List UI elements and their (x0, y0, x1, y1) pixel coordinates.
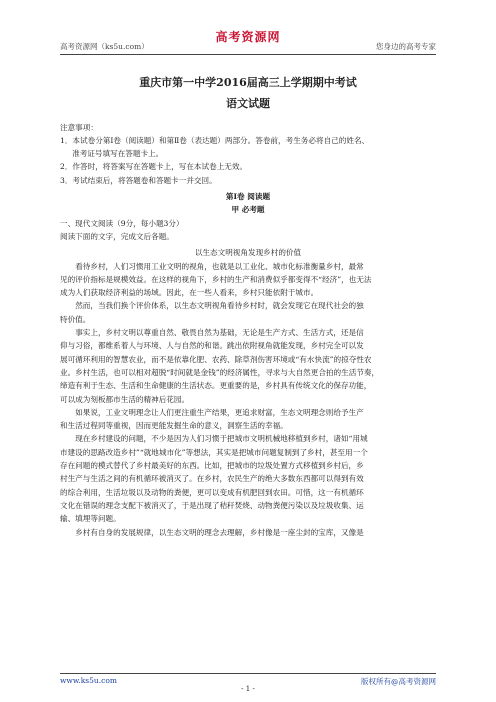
paragraph-line: 村生产与生活之间的有机循环被消灭了。在乡村，农民生产的绝大多数东西都可以得到有效 (60, 474, 364, 484)
paragraph-line: 输、填埋等问题。 (60, 514, 121, 524)
question-heading: 一、现代文阅读（9分，每小题3分） (60, 218, 184, 228)
footer-copyright: 版权所有@高考资源网 (361, 677, 436, 686)
exam-title: 重庆市第一中学2016届高三上学期期中考试 (139, 76, 357, 89)
article-paragraph (60, 432, 436, 525)
paragraph-line: 如果说，工业文明理念让人们更注重生产结果，更追求财富，生态文明理念则给予生产 (75, 407, 364, 417)
paragraph-line: 事实上，乡村文明以尊重自然、敬畏自然为基础，无论是生产方式、生活方式，还是信 (75, 328, 364, 338)
article-paragraph (60, 299, 436, 326)
paragraph-line: 看待乡村，人们习惯用工业文明的视角，也就是以工业化、城市化标准衡量乡村，最常 (75, 261, 364, 271)
paragraph-line: 的综合利用，生活垃圾以及动物的粪便，更可以变成有机肥回到农田。可惜，这一有机循环 (60, 487, 364, 497)
paragraph-line: 特价值。 (60, 314, 91, 324)
notice-heading: 注意事项： (60, 122, 98, 132)
paragraph-line: 业。乡村生活，也可以相对超脱“时间就是金钱”的经济属性，寻求与大自然更合拍的生活节奏， (60, 367, 380, 377)
notice-item: 准考证号填写在答题卡上。 (72, 149, 164, 159)
page-number: - 1 - (241, 685, 255, 693)
paragraph-line: 和生活过程同等重视，因而更能发掘生命的意义，洞察生活的幸福。 (60, 421, 288, 431)
article-paragraph (60, 326, 436, 406)
document-body (60, 66, 436, 539)
article-paragraph (60, 406, 436, 433)
paragraph-line: 成为人们获取经济利益的场域。因此，在一些人看来，乡村只能依附于城市。 (60, 288, 319, 298)
page-header (60, 30, 436, 55)
article-paragraph (60, 526, 436, 539)
article-title: 以生态文明视角发现乡村的价值 (194, 248, 302, 258)
paragraph-line: 存在问题的模式替代了乡村最美好的东西。比如，把城市的垃圾处置方式移植到乡村后，乡 (60, 461, 364, 471)
exam-subtitle: 语文试题 (226, 97, 270, 111)
footer-site-link[interactable]: www.ks5u.com (60, 676, 117, 685)
section-subheading: 甲 必考题 (231, 205, 265, 215)
paragraph-line: 缔造有利于生态、生活和生命健康的生活状态。更重要的是，乡村具有传统文化的保存功能， (60, 381, 372, 391)
header-right-text: 您身边的高考专家 (376, 42, 436, 51)
paragraph-line: 可以成为刻板都市生活的精神后花园。 (60, 394, 190, 404)
notice-item: 3．考试结束后，将答题卷和答题卡一并交回。 (60, 175, 217, 185)
paragraph-line: 仰与习俗，都维系着人与环境、人与自然的和谐。跳出依附视角就能发现，乡村完全可以发 (60, 341, 364, 351)
article-paragraph (60, 260, 436, 300)
question-instruction: 阅读下面的文字，完成文后各题。 (60, 231, 174, 241)
paragraph-line: 现在乡村建设的问题，不少是因为人们习惯于把城市文明机械地移植到乡村，诸如“用城 (75, 434, 368, 444)
paragraph-line: 见的评价指标是规模效益。在这样的视角下，乡村的生产和消费似乎都变得不“经济”，也无法 (60, 274, 372, 284)
site-logo: 高考资源网 (215, 30, 281, 44)
section-heading: 第Ⅰ卷 阅读题 (225, 192, 271, 202)
notice-item: 2．作答时，将答案写在答题卡上，写在本试卷上无效。 (60, 162, 248, 172)
paragraph-line: 然而，当我们换个评价体系，以生态文明视角看待乡村时，就会发现它在现代社会的独 (75, 301, 364, 311)
paragraph-line: 展可循环利用的智慧农业，而不是依靠化肥、农药、除草剂伤害环境或“有水快流”的掠夺性农 (60, 354, 372, 364)
notice-item: 1．本试卷分第Ⅰ卷（阅读题）和第Ⅱ卷（表达题）两部分。答卷前，考生务必将自己的姓名、 (60, 135, 370, 145)
paragraph-line: 乡村有自身的发展规律，以生态文明的理念去理解，乡村像是一座尘封的宝库，又像是 (75, 527, 364, 537)
paragraph-line: 文化在错误的理念支配下被消灭了，于是出现了秸秆焚烧、动物粪便污染以及垃圾收集、运 (60, 500, 364, 510)
header-left-text: 高考资源网（ks5u.com） (60, 42, 149, 51)
paragraph-line: 市建设的思路改造乡村”“就地城市化”等想法，其实是把城市问题复制到了乡村，甚至用一个 (60, 447, 368, 457)
